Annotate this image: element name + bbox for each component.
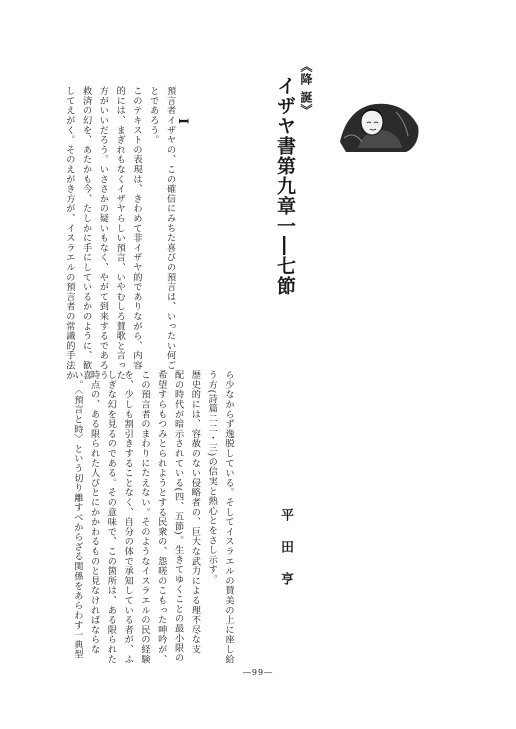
author-name: 平田亨 xyxy=(278,508,293,604)
text-line: してえがく。そのえがき方が、イスラエルの預言者の常識的手法か xyxy=(63,86,75,380)
text-line: とであろう。 xyxy=(147,86,159,145)
section-tag: 《降 誕》 xyxy=(299,60,313,118)
text-line: しぎな幻を見るのである。その意味で、この箇所は、ある限られた xyxy=(105,370,117,664)
figure-illustration xyxy=(336,92,422,156)
body-column-bottom xyxy=(68,370,236,668)
text-line: う方(詩篇二二・三)の信実と熱心とをさし示す。 xyxy=(206,370,218,585)
text-line: ら少なからず逸脱している。そしてイスラエルの賛美の上に座し給 xyxy=(222,370,234,664)
text-line: を、少しも割引きすることなく、自分の体で承知している者が、ふ xyxy=(122,370,134,664)
text-line: 的には、まぎれもなくイザヤらしい預言、いやむしろ賛歌と言った xyxy=(114,86,126,380)
text-line: 歴史的には、容赦のない侵略者の、巨大な武力による理不尽な支 xyxy=(189,370,201,655)
text-line: 預言者イザヤの、この確信にみちた喜びの預言は、いったい何ご xyxy=(164,86,176,371)
text-line: 希望すらもつみとられようとする民衆の、怨嗟のこもった呻吟が、 xyxy=(155,370,167,664)
body-column-top xyxy=(60,86,178,380)
text-line: このテキストの表現は、きわめて非イザヤ的でありながら、内容 xyxy=(130,86,142,371)
article-title: イザヤ書第九章一―七節 xyxy=(274,76,296,296)
text-line: 時点の、ある限られた人びとにかかわるものと見なければならな xyxy=(88,370,100,655)
text-line: この預言者のまわりにたえない。そのようなイスラエルの民の経験 xyxy=(138,370,150,664)
section-number: I xyxy=(175,118,190,125)
text-line: い。〈預言と時〉という切り離すべからざる関係をあらわす一典型 xyxy=(71,370,83,660)
text-line: 配の時代が暗示されている(四、五節)。生きてゆくことの最小限の xyxy=(172,370,184,663)
page-number: ―99― xyxy=(242,668,274,677)
text-line: 方がいいだろう。いささかの疑いもなく、やがて到来するであろう xyxy=(97,86,109,380)
text-line: 救済の幻を、あたかも今、たしかに手にしているかのように、歓喜 xyxy=(80,86,92,380)
